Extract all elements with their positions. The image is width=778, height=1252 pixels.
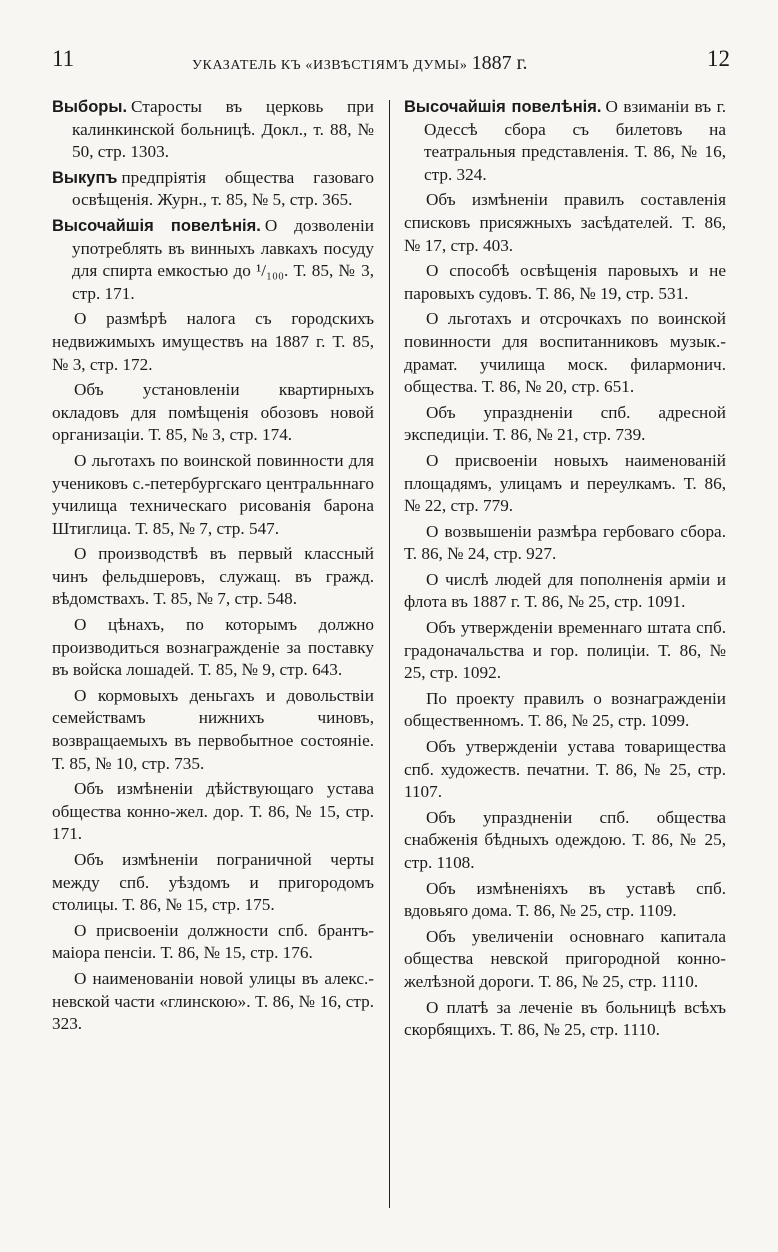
index-subentry: О льготахъ и отсрочкахъ по воинской повинности для воспитанниковъ музык.-драмат. училища моск. филармонич. общества. Т. 86, № 20, стр. 651. (404, 309, 726, 397)
index-subentry: О цѣнахъ, по которымъ должно производиться вознагражденіе за поставку въ войска лошадей. Т. 85, № 9, стр. 643. (52, 615, 374, 680)
entry-heading: Высочайшія повелѣнія. (404, 98, 602, 116)
running-title (192, 52, 528, 75)
index-subentry: О производствѣ въ первый классный чинъ фельдшеровъ, служащ. въ гражд. вѣдомствахъ. Т. 85, № 7, стр. 548. (52, 544, 374, 609)
index-entry (52, 215, 374, 305)
index-subentry: О льготахъ по воинской повинности для учениковъ с.-петербургскаго центральннаго училища техническаго рисованія барона Штиглица. Т. 85, № 7, стр. 547. (52, 450, 374, 538)
running-title-text: УКАЗАТЕЛЬ КЪ «ИЗВѢСТІЯМЪ ДУМЫ» (192, 58, 468, 73)
index-subentry: Объ утвержденіи временнаго штата спб. градоначальства и гор. полиціи. Т. 86, № 25, стр. 1092. (404, 618, 726, 683)
index-subentry: Объ упраздненіи спб. общества снабженія бѣдныхъ одеждою. Т. 86, № 25, стр. 1108. (404, 807, 726, 872)
index-subentry: О размѣрѣ налога съ городскихъ недвижимыхъ имуществъ на 1887 г. Т. 85, № 3, стр. 172. (52, 309, 374, 374)
index-subentry: Объ измѣненіяхъ въ уставѣ спб. вдовьяго дома. Т. 86, № 25, стр. 1109. (404, 878, 726, 921)
left-column (52, 96, 374, 1039)
index-subentry: О присвоеніи должности спб. брантъ-маіора пенсіи. Т. 86, № 15, стр. 176. (52, 920, 374, 963)
running-title-year: 1887 г. (471, 52, 528, 74)
entry-heading: Выкупъ (52, 168, 118, 187)
index-subentry: О числѣ людей для пополненія арміи и флота въ 1887 г. Т. 86, № 25, стр. 1091. (404, 569, 726, 612)
index-entry (52, 167, 374, 212)
index-subentry: Объ увеличеніи основнаго капитала общества невской пригородной конно-желѣзной дороги. Т. 86, № 25, стр. 1110. (404, 926, 726, 991)
entry-heading: Высочайшія повелѣнія. (52, 216, 261, 235)
entry-text: О взиманіи въ г. Одессѣ сбора съ билетовъ на театральныя представленія. Т. 86, № 16, стр. 324. (424, 97, 726, 184)
index-subentry: О платѣ за леченіе въ больницѣ всѣхъ скорбящихъ. Т. 86, № 25, стр. 1110. (404, 997, 726, 1040)
entry-text: О дозволеніи употреблять въ винныхъ лавкахъ посуду для спирта емкостью до ¹/₁₀₀. Т. 85, № 3, стр. 171. (72, 215, 374, 303)
index-subentry: Объ утвержденіи устава товарищества спб. художеств. печатни. Т. 86, № 25, стр. 1107. (404, 737, 726, 802)
index-subentry: О кормовыхъ деньгахъ и довольствіи семействамъ нижнихъ чиновъ, возвращаемыхъ въ первобытное состояніе. Т. 85, № 10, стр. 735. (52, 685, 374, 773)
page-number-left: 11 (52, 46, 75, 71)
column-divider (389, 100, 390, 1208)
entry-text: Старосты въ церковь при калинкинской больницѣ. Докл., т. 88, № 50, стр. 1303. (72, 97, 374, 162)
index-subentry: Объ измѣненіи пограничной черты между спб. уѣздомъ и пригородомъ столицы. Т. 86, № 15, стр. 175. (52, 850, 374, 915)
entry-heading: Выборы. (52, 98, 128, 116)
index-subentry: По проекту правилъ о вознагражденіи общественномъ. Т. 86, № 25, стр. 1099. (404, 688, 726, 731)
entry-text: предпріятія общества газоваго освѣщенія. Журн., т. 85, № 5, стр. 365. (72, 167, 374, 210)
right-column (404, 96, 726, 1045)
index-subentry: Объ измѣненіи дѣйствующаго устава общества конно-жел. дор. Т. 86, № 15, стр. 171. (52, 779, 374, 844)
index-entry (404, 96, 726, 186)
index-subentry: О способѣ освѣщенія паровыхъ и не паровыхъ судовъ. Т. 86, № 19, стр. 531. (404, 261, 726, 303)
page-number-right: 12 (707, 46, 730, 71)
index-subentry: Объ упраздненіи спб. адресной экспедиціи. Т. 86, № 21, стр. 739. (404, 402, 726, 445)
page-header (52, 44, 730, 78)
index-subentry: Объ измѣненіи правилъ составленія списковъ присяжныхъ засѣдателей. Т. 86, № 17, стр. 403. (404, 190, 726, 255)
index-subentry: О возвышеніи размѣра гербоваго сбора. Т. 86, № 24, стр. 927. (404, 521, 726, 564)
index-subentry: О присвоеніи новыхъ наименованій площадямъ, улицамъ и переулкамъ. Т. 86, № 22, стр. 779. (404, 450, 726, 516)
index-subentry: О наименованіи новой улицы въ алекс.-невской части «глинскою». Т. 86, № 16, стр. 323. (52, 968, 374, 1034)
index-subentry: Объ установленіи квартирныхъ окладовъ для помѣщенія обозовъ новой организаціи. Т. 85, № 3, стр. 174. (52, 380, 374, 445)
index-entry (52, 96, 374, 164)
